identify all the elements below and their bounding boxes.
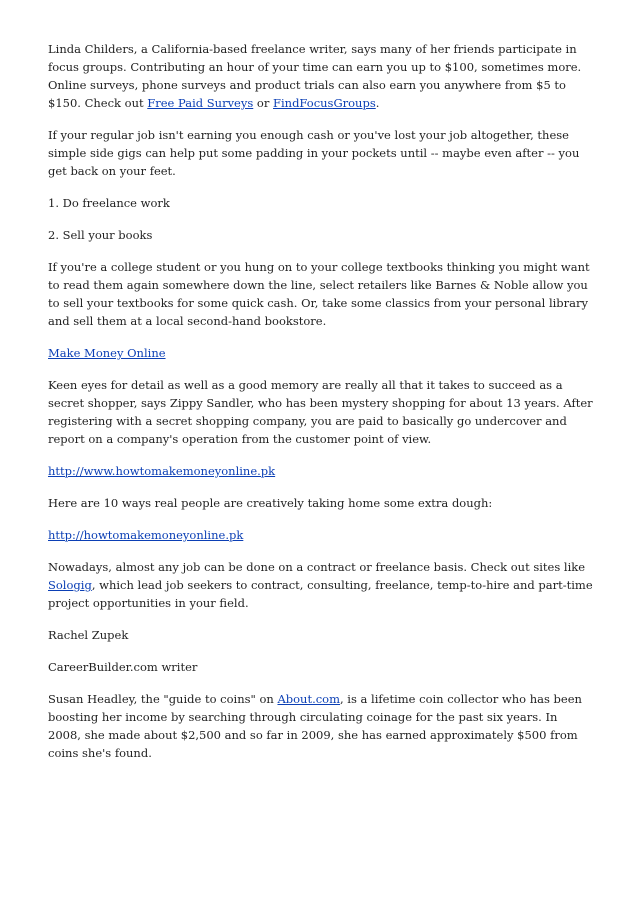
paragraph-text: Rachel Zupek bbox=[48, 628, 129, 642]
hyperlink[interactable]: Free Paid Surveys bbox=[147, 96, 254, 110]
paragraph-text: , which lead job seekers to contract, consulting, freelance, temp-to-hire and part-time project opportunities in your field. bbox=[48, 578, 593, 610]
hyperlink[interactable]: http://www.howtomakemoneyonline.pk bbox=[48, 464, 276, 478]
paragraph-text: Here are 10 ways real people are creatively taking home some extra dough: bbox=[48, 496, 493, 510]
paragraph bbox=[48, 494, 593, 512]
paragraph-text: Keen eyes for detail as well as a good memory are really all that it takes to succeed as a secret shopper, says Zippy Sandler, who has been mystery shopping for about 13 years. After registering with a secret shopping company, you are paid to basically go undercover and report on a company's operation from the customer point of view. bbox=[48, 378, 593, 446]
paragraph bbox=[48, 258, 593, 330]
paragraph bbox=[48, 344, 593, 362]
hyperlink[interactable]: Make Money Online bbox=[48, 346, 166, 360]
paragraph bbox=[48, 226, 593, 244]
document-page bbox=[48, 40, 593, 776]
paragraph-text: 2. Sell your books bbox=[48, 228, 153, 242]
paragraph-text: Nowadays, almost any job can be done on a contract or freelance basis. Check out sites like bbox=[48, 560, 586, 574]
hyperlink[interactable]: Sologig bbox=[48, 578, 92, 592]
paragraph-text: or bbox=[253, 96, 273, 110]
paragraph bbox=[48, 558, 593, 612]
paragraph bbox=[48, 658, 593, 676]
paragraph bbox=[48, 462, 593, 480]
paragraph bbox=[48, 376, 593, 448]
paragraph-text: Linda Childers, a California-based freelance writer, says many of her friends participate in focus groups. Contributing an hour of your time can earn you up to $100, sometimes more. Online surveys, phone surveys and product trials can also earn you anywhere from $5 to $150. Check out bbox=[48, 42, 582, 110]
paragraph bbox=[48, 126, 593, 180]
paragraph-text: 1. Do freelance work bbox=[48, 196, 170, 210]
paragraph-text: , is a lifetime coin collector who has been boosting her income by searching through circulating coinage for the past six years. In 2008, she made about $2,500 and so far in 2009, she has earned approximately $500 from coins she's found. bbox=[48, 692, 582, 760]
hyperlink[interactable]: About.com bbox=[277, 692, 340, 706]
paragraph-text: CareerBuilder.com writer bbox=[48, 660, 198, 674]
paragraph bbox=[48, 40, 593, 112]
hyperlink[interactable]: FindFocusGroups bbox=[273, 96, 376, 110]
paragraph-text: If you're a college student or you hung on to your college textbooks thinking you might want to read them again somewhere down the line, select retailers like Barnes & Noble allow you to sell your textbooks for some quick cash. Or, take some classics from your personal library and sell them at a local second-hand bookstore. bbox=[48, 260, 590, 328]
hyperlink[interactable]: http://howtomakemoneyonline.pk bbox=[48, 528, 244, 542]
paragraph-text: Susan Headley, the "guide to coins" on bbox=[48, 692, 278, 706]
paragraph bbox=[48, 526, 593, 544]
paragraph bbox=[48, 690, 593, 762]
paragraph bbox=[48, 194, 593, 212]
paragraph-text: . bbox=[375, 96, 380, 110]
paragraph-text: If your regular job isn't earning you enough cash or you've lost your job altogether, these simple side gigs can help put some padding in your pockets until -- maybe even after -- you get back on your feet. bbox=[48, 128, 580, 178]
paragraph bbox=[48, 626, 593, 644]
